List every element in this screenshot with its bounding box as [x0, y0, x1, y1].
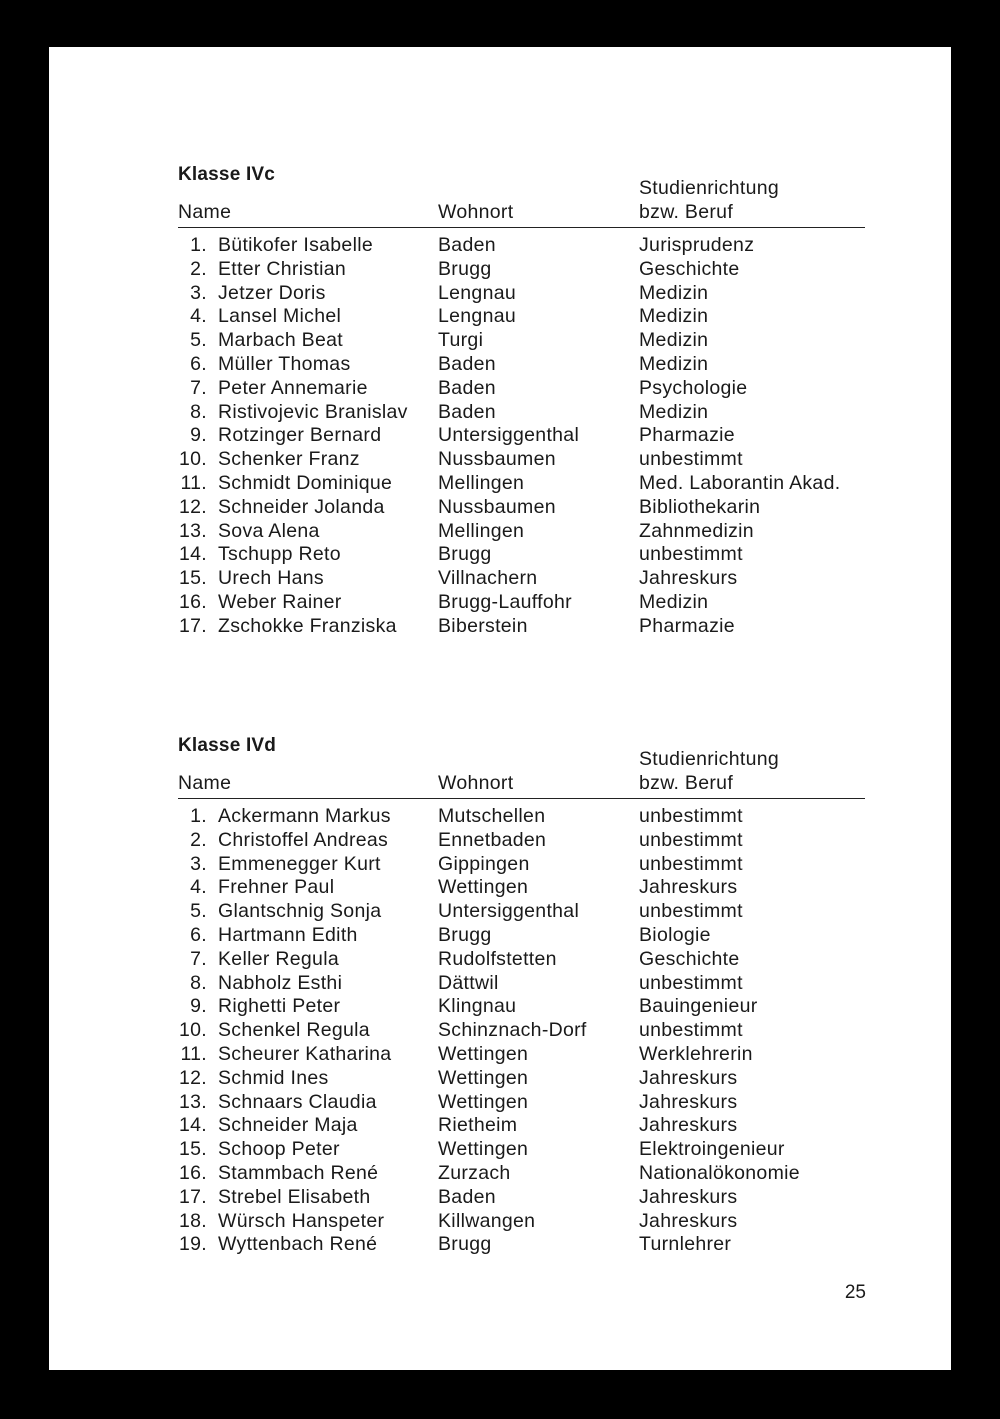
- student-wohnort: Brugg: [438, 257, 492, 280]
- student-beruf: Elektroingenieur: [639, 1138, 785, 1161]
- row-number: 17.: [178, 614, 207, 637]
- table-row: [178, 496, 914, 520]
- table-row: [178, 972, 914, 996]
- student-name: Zschokke Franziska: [218, 614, 397, 637]
- column-header-wohnort: Wohnort: [438, 201, 514, 223]
- header-divider: [178, 227, 865, 228]
- page-number: 25: [844, 1282, 866, 1303]
- document-page: [49, 47, 951, 1370]
- column-header-beruf-line1: Studienrichtung: [639, 748, 780, 770]
- student-name: Wyttenbach René: [218, 1233, 378, 1256]
- student-beruf: Nationalökonomie: [639, 1161, 800, 1184]
- student-wohnort: Baden: [438, 1185, 496, 1208]
- student-name: Müller Thomas: [218, 352, 351, 375]
- student-wohnort: Wettingen: [438, 1090, 529, 1113]
- column-header-beruf-line2: bzw. Beruf: [639, 772, 734, 794]
- row-number: 3.: [190, 852, 207, 875]
- student-name: Rotzinger Bernard: [218, 424, 382, 447]
- student-name: Etter Christian: [218, 257, 347, 280]
- student-wohnort: Wettingen: [438, 1138, 529, 1161]
- student-beruf: Jahreskurs: [639, 567, 738, 590]
- row-number: 15.: [178, 567, 207, 590]
- student-wohnort: Untersiggenthal: [438, 424, 580, 447]
- student-wohnort: Wettingen: [438, 1066, 529, 1089]
- student-beruf: Geschichte: [639, 947, 740, 970]
- table-row: [178, 543, 914, 567]
- student-beruf: Jahreskurs: [639, 1185, 738, 1208]
- table-row: [178, 1138, 914, 1162]
- row-number: 1.: [190, 234, 207, 256]
- student-name: Ristivojevic Branislav: [218, 400, 408, 423]
- table-row: [178, 282, 914, 306]
- table-row: [178, 1114, 914, 1138]
- student-list: [178, 234, 914, 639]
- row-number: 3.: [190, 281, 207, 304]
- student-name: Urech Hans: [218, 567, 324, 590]
- student-name: Scheurer Katharina: [218, 1042, 392, 1065]
- row-number: 12.: [178, 495, 207, 518]
- student-wohnort: Mutschellen: [438, 805, 546, 827]
- student-name: Schneider Maja: [218, 1114, 358, 1137]
- table-row: [178, 1210, 914, 1234]
- student-name: Schmid Ines: [218, 1066, 329, 1089]
- student-name: Schenker Franz: [218, 448, 360, 471]
- header-divider: [178, 798, 865, 799]
- student-wohnort: Villnachern: [438, 567, 538, 590]
- student-beruf: unbestimmt: [639, 543, 743, 566]
- row-number: 6.: [190, 352, 207, 375]
- student-name: Nabholz Esthi: [218, 971, 343, 994]
- student-beruf: Bauingenieur: [639, 995, 758, 1018]
- student-name: Hartmann Edith: [218, 923, 358, 946]
- student-wohnort: Rudolfstetten: [438, 947, 557, 970]
- table-row: [178, 1091, 914, 1115]
- student-name: Schmidt Dominique: [218, 471, 393, 494]
- student-wohnort: Baden: [438, 400, 496, 423]
- row-number: 10.: [178, 1019, 207, 1042]
- student-wohnort: Nussbaumen: [438, 448, 556, 471]
- table-row: [178, 305, 914, 329]
- student-name: Strebel Elisabeth: [218, 1185, 371, 1208]
- student-beruf: unbestimmt: [639, 828, 743, 851]
- student-beruf: Biologie: [639, 923, 711, 946]
- row-number: 13.: [178, 519, 207, 542]
- row-number: 14.: [178, 543, 207, 566]
- table-row: [178, 829, 914, 853]
- student-name: Jetzer Doris: [218, 281, 326, 304]
- table-row: [178, 924, 914, 948]
- student-name: Schneider Jolanda: [218, 495, 385, 518]
- student-beruf: Jahreskurs: [639, 1066, 738, 1089]
- student-name: Lansel Michel: [218, 305, 342, 328]
- row-number: 17.: [178, 1185, 207, 1208]
- row-number: 5.: [190, 329, 207, 352]
- student-wohnort: Klingnau: [438, 995, 517, 1018]
- row-number: 9.: [190, 995, 207, 1018]
- student-name: Peter Annemarie: [218, 376, 368, 399]
- table-row: [178, 234, 914, 258]
- table-row: [178, 900, 914, 924]
- table-row: [178, 1186, 914, 1210]
- row-number: 8.: [190, 400, 207, 423]
- row-number: 16.: [178, 590, 207, 613]
- student-beruf: Medizin: [639, 281, 709, 304]
- student-beruf: Psychologie: [639, 376, 748, 399]
- row-number: 10.: [178, 448, 207, 471]
- student-name: Schoop Peter: [218, 1138, 340, 1161]
- student-beruf: Jurisprudenz: [639, 234, 755, 256]
- student-wohnort: Baden: [438, 234, 496, 256]
- row-number: 4.: [190, 876, 207, 899]
- student-name: Frehner Paul: [218, 876, 335, 899]
- student-wohnort: Mellingen: [438, 519, 525, 542]
- student-wohnort: Brugg: [438, 1233, 492, 1256]
- student-beruf: Pharmazie: [639, 614, 735, 637]
- table-row: [178, 615, 914, 639]
- student-beruf: Jahreskurs: [639, 1209, 738, 1232]
- table-row: [178, 401, 914, 425]
- row-number: 16.: [178, 1161, 207, 1184]
- student-beruf: Bibliothekarin: [639, 495, 761, 518]
- student-beruf: Medizin: [639, 352, 709, 375]
- student-beruf: Medizin: [639, 305, 709, 328]
- column-header-beruf-line1: Studienrichtung: [639, 177, 780, 199]
- student-beruf: unbestimmt: [639, 971, 743, 994]
- table-row: [178, 591, 914, 615]
- row-number: 13.: [178, 1090, 207, 1113]
- student-wohnort: Brugg: [438, 923, 492, 946]
- row-number: 15.: [178, 1138, 207, 1161]
- student-beruf: Jahreskurs: [639, 1090, 738, 1113]
- row-number: 4.: [190, 305, 207, 328]
- student-beruf: Werklehrerin: [639, 1042, 753, 1065]
- table-row: [178, 853, 914, 877]
- student-wohnort: Mellingen: [438, 471, 525, 494]
- student-wohnort: Lengnau: [438, 281, 517, 304]
- row-number: 11.: [180, 471, 207, 494]
- student-wohnort: Wettingen: [438, 876, 529, 899]
- table-row: [178, 876, 914, 900]
- student-name: Bütikofer Isabelle: [218, 234, 373, 256]
- table-row: [178, 520, 914, 544]
- student-name: Emmenegger Kurt: [218, 852, 381, 875]
- student-beruf: Pharmazie: [639, 424, 735, 447]
- student-beruf: Turnlehrer: [639, 1233, 732, 1256]
- row-number: 14.: [178, 1114, 207, 1137]
- table-row: [178, 377, 914, 401]
- row-number: 1.: [190, 805, 207, 827]
- student-wohnort: Schinznach-Dorf: [438, 1019, 587, 1042]
- student-name: Schnaars Claudia: [218, 1090, 377, 1113]
- student-wohnort: Baden: [438, 352, 496, 375]
- table-row: [178, 1043, 914, 1067]
- section-title: Klasse IVd: [178, 735, 277, 756]
- row-number: 18.: [178, 1209, 207, 1232]
- student-beruf: Medizin: [639, 590, 709, 613]
- student-name: Stammbach René: [218, 1161, 379, 1184]
- student-wohnort: Rietheim: [438, 1114, 518, 1137]
- student-wohnort: Killwangen: [438, 1209, 536, 1232]
- row-number: 12.: [178, 1066, 207, 1089]
- student-beruf: Jahreskurs: [639, 1114, 738, 1137]
- student-wohnort: Baden: [438, 376, 496, 399]
- student-wohnort: Ennetbaden: [438, 828, 547, 851]
- table-row: [178, 1233, 914, 1257]
- table-row: [178, 424, 914, 448]
- student-name: Tschupp Reto: [218, 543, 341, 566]
- student-beruf: unbestimmt: [639, 448, 743, 471]
- row-number: 7.: [190, 947, 207, 970]
- row-number: 5.: [190, 900, 207, 923]
- student-wohnort: Zurzach: [438, 1161, 511, 1184]
- student-beruf: Medizin: [639, 329, 709, 352]
- student-beruf: Geschichte: [639, 257, 740, 280]
- table-row: [178, 805, 914, 829]
- table-row: [178, 1162, 914, 1186]
- student-wohnort: Untersiggenthal: [438, 900, 580, 923]
- student-name: Weber Rainer: [218, 590, 342, 613]
- student-beruf: unbestimmt: [639, 852, 743, 875]
- student-beruf: unbestimmt: [639, 1019, 743, 1042]
- row-number: 7.: [190, 376, 207, 399]
- section-title: Klasse IVc: [178, 164, 276, 185]
- row-number: 8.: [190, 971, 207, 994]
- table-row: [178, 353, 914, 377]
- row-number: 6.: [190, 923, 207, 946]
- row-number: 19.: [178, 1233, 207, 1256]
- student-name: Sova Alena: [218, 519, 320, 542]
- student-beruf: Med. Laborantin Akad.: [639, 471, 841, 494]
- student-wohnort: Dättwil: [438, 971, 499, 994]
- student-name: Würsch Hanspeter: [218, 1209, 385, 1232]
- column-header-beruf-line2: bzw. Beruf: [639, 201, 734, 223]
- student-wohnort: Nussbaumen: [438, 495, 556, 518]
- student-wohnort: Brugg-Lauffohr: [438, 590, 572, 613]
- student-name: Schenkel Regula: [218, 1019, 370, 1042]
- column-header-wohnort: Wohnort: [438, 772, 514, 794]
- table-row: [178, 329, 914, 353]
- row-number: 2.: [190, 828, 207, 851]
- student-name: Ackermann Markus: [218, 805, 391, 827]
- column-header-name: Name: [178, 201, 232, 223]
- row-number: 9.: [190, 424, 207, 447]
- student-beruf: Medizin: [639, 400, 709, 423]
- student-wohnort: Lengnau: [438, 305, 517, 328]
- student-beruf: unbestimmt: [639, 900, 743, 923]
- student-wohnort: Brugg: [438, 543, 492, 566]
- student-name: Christoffel Andreas: [218, 828, 389, 851]
- table-row: [178, 1067, 914, 1091]
- student-name: Marbach Beat: [218, 329, 343, 352]
- table-row: [178, 567, 914, 591]
- row-number: 11.: [180, 1042, 207, 1065]
- student-beruf: Zahnmedizin: [639, 519, 754, 542]
- student-name: Righetti Peter: [218, 995, 341, 1018]
- student-wohnort: Wettingen: [438, 1042, 529, 1065]
- table-row: [178, 448, 914, 472]
- student-beruf: unbestimmt: [639, 805, 743, 827]
- row-number: 2.: [190, 257, 207, 280]
- table-row: [178, 995, 914, 1019]
- student-wohnort: Turgi: [438, 329, 484, 352]
- table-row: [178, 948, 914, 972]
- column-header-name: Name: [178, 772, 232, 794]
- student-wohnort: Gippingen: [438, 852, 530, 875]
- student-name: Glantschnig Sonja: [218, 900, 382, 923]
- student-list: [178, 805, 914, 1257]
- student-beruf: Jahreskurs: [639, 876, 738, 899]
- student-name: Keller Regula: [218, 947, 339, 970]
- student-wohnort: Biberstein: [438, 614, 528, 637]
- table-row: [178, 472, 914, 496]
- table-row: [178, 258, 914, 282]
- table-row: [178, 1019, 914, 1043]
